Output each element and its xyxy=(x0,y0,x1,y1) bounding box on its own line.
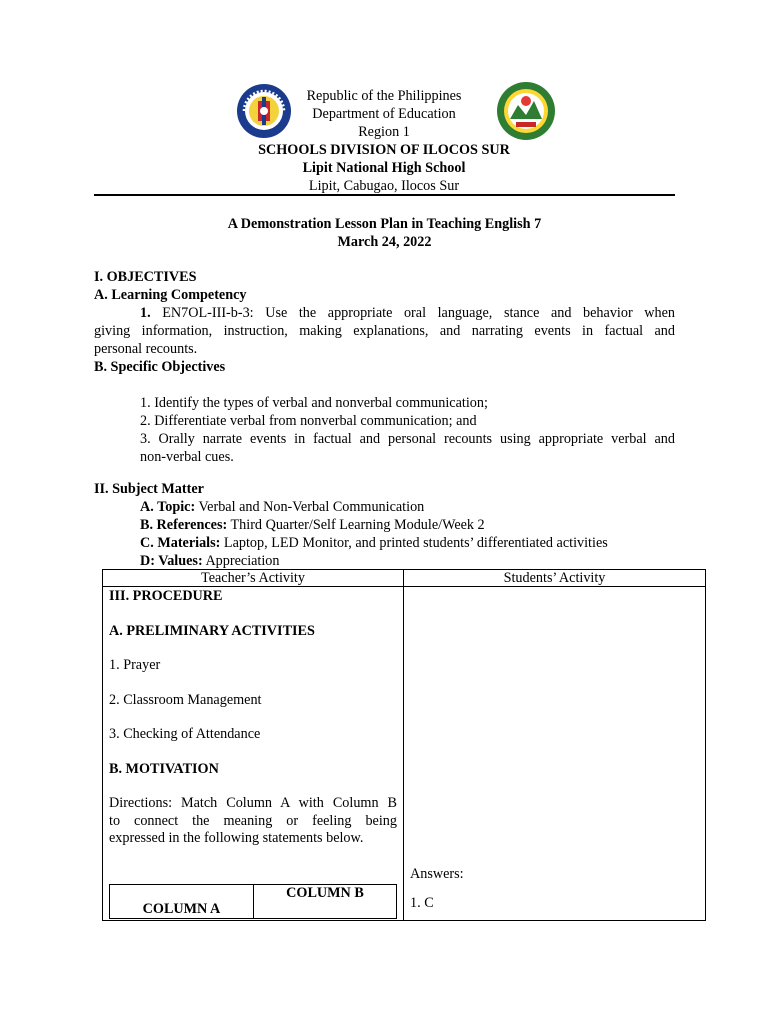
teacher-activity-cell xyxy=(103,587,404,921)
motivation-heading: B. MOTIVATION xyxy=(109,760,219,777)
materials-line xyxy=(140,534,675,552)
classroom-management-item: 2. Classroom Management xyxy=(109,691,262,708)
materials-value: Laptop, LED Monitor, and printed students’ differentiated activities xyxy=(223,535,608,551)
objective-item-continued: non-verbal cues. xyxy=(140,449,234,465)
specific-objectives-heading: B. Specific Objectives xyxy=(94,359,226,375)
references-line xyxy=(140,516,675,534)
procedure-table xyxy=(102,569,706,921)
header-republic: Republic of the Philippines xyxy=(306,88,462,104)
teacher-activity-header: Teacher’s Activity xyxy=(103,570,404,587)
header-divider xyxy=(94,194,675,196)
competency-text: EN7OL-III-b-3: Use the appropriate oral language, stance and behavior when xyxy=(162,305,675,321)
values-value: Appreciation xyxy=(205,553,280,569)
procedure-heading: III. PROCEDURE xyxy=(109,588,223,604)
topic-value: Verbal and Non-Verbal Communication xyxy=(198,499,425,515)
subject-matter-heading: II. Subject Matter xyxy=(94,481,204,497)
matching-column-table xyxy=(109,884,397,919)
header-department: Department of Education xyxy=(312,106,456,122)
column-b-cell xyxy=(254,885,396,918)
competency-line-1 xyxy=(94,304,675,322)
directions-line-2: to connect the meaning or feeling being xyxy=(109,812,397,829)
preliminary-heading: A. PRELIMINARY ACTIVITIES xyxy=(109,622,315,639)
objective-item: 2. Differentiate verbal from nonverbal communication; and xyxy=(140,413,477,429)
objective-item: 1. Identify the types of verbal and nonverbal communication; xyxy=(140,395,488,411)
values-label: D: Values: xyxy=(140,553,203,569)
competency-heading: A. Learning Competency xyxy=(94,287,247,303)
directions-line-1: Directions: Match Column A with Column B xyxy=(109,795,397,811)
competency-line-2: giving information, instruction, making explanations, and narrating events in factual and xyxy=(94,323,675,339)
objective-item: 3. Orally narrate events in factual and personal recounts using appropriate verbal and xyxy=(140,431,675,447)
materials-label: C. Materials: xyxy=(140,535,221,551)
students-activity-cell xyxy=(404,587,706,921)
answers-label: Answers: xyxy=(410,866,464,882)
header-division: SCHOOLS DIVISION OF ILOCOS SUR xyxy=(258,142,510,158)
column-a-cell xyxy=(110,885,254,918)
objectives-heading: I. OBJECTIVES xyxy=(94,269,197,285)
header-address: Lipit, Cabugao, Ilocos Sur xyxy=(308,178,460,194)
header-region: Region 1 xyxy=(358,124,410,140)
column-b-header: COLUMN B xyxy=(286,885,364,901)
students-activity-header: Students’ Activity xyxy=(404,570,706,587)
answer-item: 1. C xyxy=(410,895,434,911)
lesson-plan-date: March 24, 2022 xyxy=(337,234,432,250)
header-school: Lipit National High School xyxy=(302,160,466,176)
column-a-header: COLUMN A xyxy=(142,901,221,917)
competency-number: 1. xyxy=(140,305,151,321)
directions-line-3: expressed in the following statements below. xyxy=(109,830,364,846)
prayer-item: 1. Prayer xyxy=(109,657,161,673)
attendance-item: 3. Checking of Attendance xyxy=(109,726,261,742)
values-line xyxy=(140,552,675,570)
references-value: Third Quarter/Self Learning Module/Week 2 xyxy=(230,517,485,533)
topic-line xyxy=(140,498,675,516)
references-label: B. References: xyxy=(140,517,228,533)
topic-label: A. Topic: xyxy=(140,499,196,515)
competency-line-3: personal recounts. xyxy=(94,341,198,357)
lesson-plan-title: A Demonstration Lesson Plan in Teaching English 7 xyxy=(227,216,542,232)
